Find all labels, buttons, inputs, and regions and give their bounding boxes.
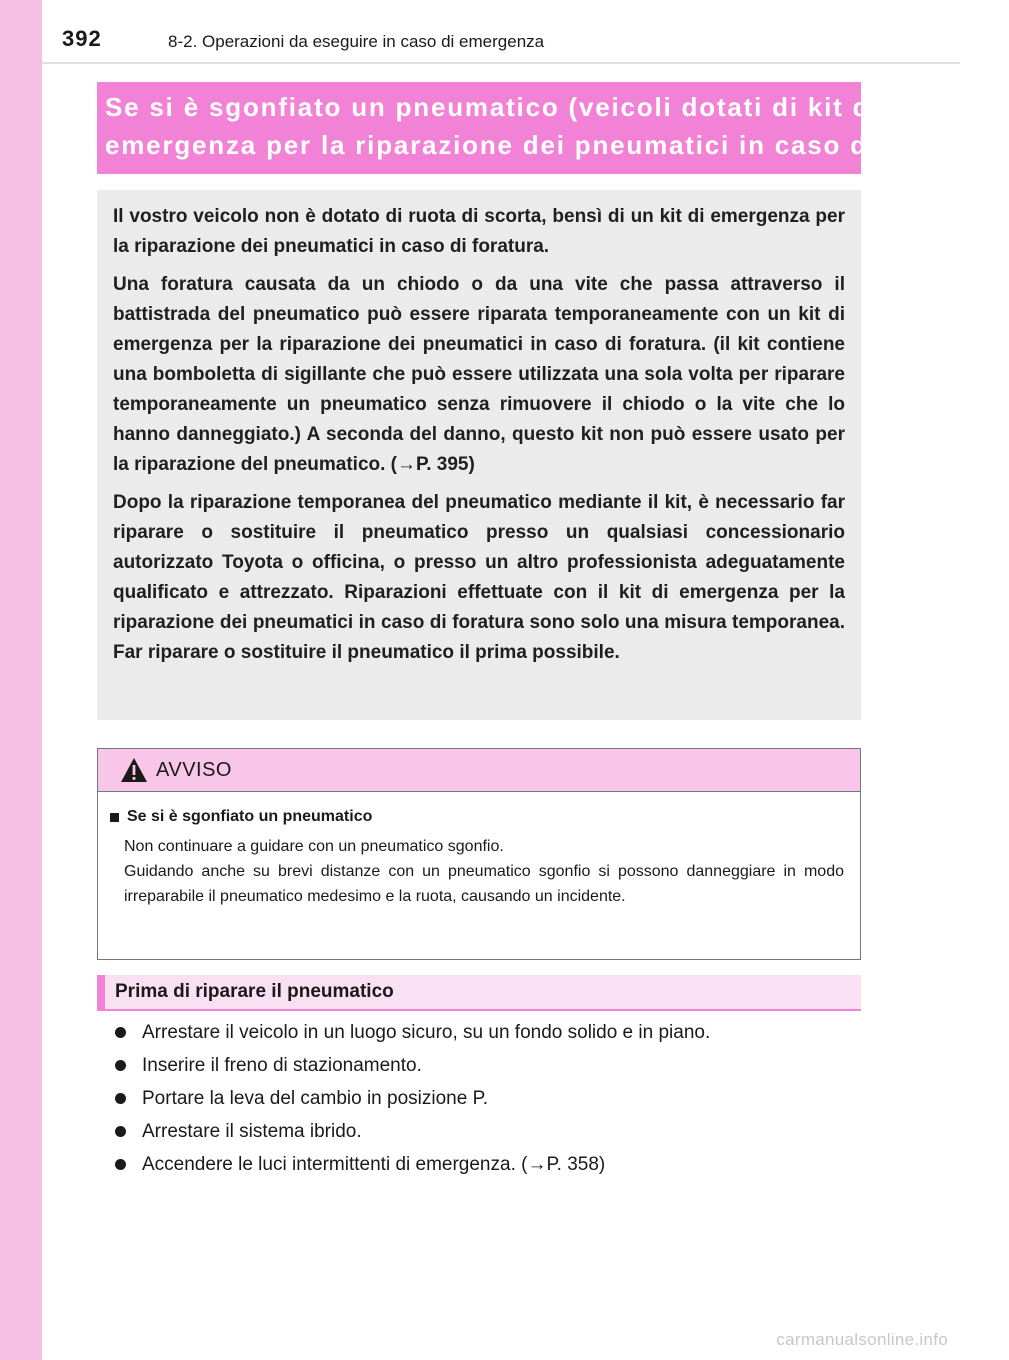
step-text: Inserire il freno di stazionamento. [142, 1055, 422, 1076]
page-number: 392 [62, 26, 102, 51]
section-path: 8-2. Operazioni da eseguire in caso di emergenza [168, 32, 545, 51]
bullet-icon [115, 1060, 126, 1071]
warning-label: AVVISO [156, 759, 232, 781]
list-item [115, 1148, 855, 1181]
square-bullet-icon [110, 813, 119, 822]
title-line-1: Se si è sgonfiato un pneumatico (veicoli dotati di kit di [105, 92, 880, 122]
warning-text-2: Guidando anche su brevi distanze con un pneumatico sgonfio si possono danneggiare in modo irreparabile il pneumatico medesimo e la ruota, causando un incidente. [124, 863, 844, 905]
intro-paragraph-1: Il vostro veicolo non è dotato di ruota di scorta, bensì di un kit di emergenza per la riparazione dei pneumatici in caso di foratura. [113, 206, 845, 257]
step-text: Arrestare il veicolo in un luogo sicuro, su un fondo solido e in piano. [142, 1022, 711, 1043]
side-color-strip [0, 0, 42, 1360]
list-item [115, 1016, 855, 1049]
warning-triangle-icon [120, 757, 148, 783]
bullet-icon [115, 1027, 126, 1038]
bullet-icon [115, 1093, 126, 1104]
step-text: Accendere le luci intermittenti di emergenza. (→P. 358) [142, 1154, 606, 1175]
list-item [115, 1115, 855, 1148]
intro-paragraph-3: Dopo la riparazione temporanea del pneumatico mediante il kit, è necessario far riparare o sostituire il pneumatico presso un qualsiasi concessionario autorizzato Toyota o officina, o presso un altro professionista adeguatamente qualificato e attrezzato. Riparazioni effettuate con il kit di emergenza per la riparazione dei pneumatici in caso di foratura sono solo una misura temporanea. Far riparare o sostituire il pneumatico il prima possibile. [113, 492, 845, 663]
warning-subheading-text: Se si è sgonfiato un pneumatico [127, 808, 373, 825]
warning-text-1: Non continuare a guidare con un pneumatico sgonfio. [124, 838, 504, 855]
header-divider [42, 62, 960, 64]
step-text: Portare la leva del cambio in posizione P. [142, 1088, 489, 1109]
steps-list [115, 1016, 855, 1181]
intro-box [97, 190, 861, 720]
footer-watermark[interactable]: carmanualsonline.info [776, 1330, 948, 1349]
title-banner [97, 82, 1009, 174]
warning-box [97, 748, 861, 960]
warning-subheading [106, 808, 844, 826]
intro-paragraph-2: Una foratura causata da un chiodo o da una vite che passa attraverso il battistrada del pneumatico può essere riparata temporaneamente con un kit di emergenza per la riparazione dei pneumatici in caso di foratura. (il kit contiene una bomboletta di sigillante che può essere utilizzata una sola volta per riparare temporaneamente un pneumatico senza rimuovere il chiodo o la vite che lo hanno danneggiato.) A seconda del danno, questo kit non può essere usato per la riparazione del pneumatico. (→P. 395) [113, 274, 845, 475]
list-item [115, 1049, 855, 1082]
warning-header [98, 749, 860, 792]
bullet-icon [115, 1159, 126, 1170]
step-text: Arrestare il sistema ibrido. [142, 1121, 362, 1142]
bullet-icon [115, 1126, 126, 1137]
list-item [115, 1082, 855, 1115]
section-heading [97, 975, 861, 1011]
warning-body [98, 792, 860, 909]
section-heading-text: Prima di riparare il pneumatico [115, 981, 394, 1002]
title-line-2: emergenza per la riparazione dei pneumatici in caso di foratura) [105, 130, 1009, 160]
